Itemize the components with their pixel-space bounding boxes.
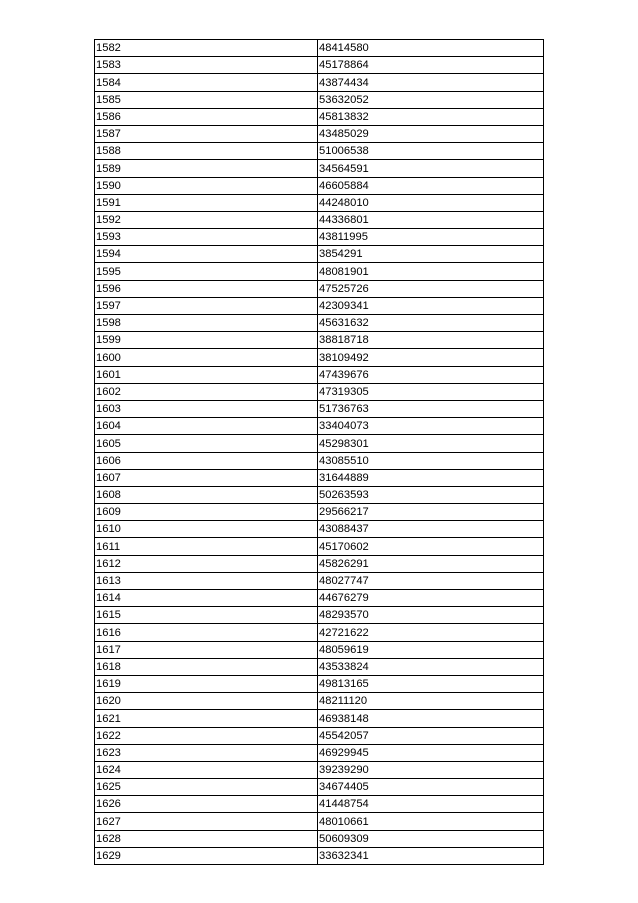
row-id-cell: 1596 bbox=[95, 280, 318, 297]
row-id-cell: 1602 bbox=[95, 383, 318, 400]
table-row bbox=[95, 332, 544, 349]
table-row bbox=[95, 229, 544, 246]
table-body bbox=[95, 40, 544, 865]
table-row bbox=[95, 555, 544, 572]
table-row bbox=[95, 796, 544, 813]
row-value-cell: 48293570 bbox=[318, 607, 544, 624]
row-id-cell: 1624 bbox=[95, 761, 318, 778]
row-value-cell: 38109492 bbox=[318, 349, 544, 366]
row-id-cell: 1583 bbox=[95, 57, 318, 74]
row-value-cell: 43088437 bbox=[318, 521, 544, 538]
table-row bbox=[95, 607, 544, 624]
row-value-cell: 42309341 bbox=[318, 297, 544, 314]
table-row bbox=[95, 315, 544, 332]
row-id-cell: 1606 bbox=[95, 452, 318, 469]
table-row bbox=[95, 744, 544, 761]
row-id-cell: 1608 bbox=[95, 486, 318, 503]
row-id-cell: 1593 bbox=[95, 229, 318, 246]
data-table bbox=[94, 39, 544, 865]
table-row bbox=[95, 91, 544, 108]
table-row bbox=[95, 194, 544, 211]
table-row bbox=[95, 847, 544, 864]
row-id-cell: 1586 bbox=[95, 108, 318, 125]
row-value-cell: 48010661 bbox=[318, 813, 544, 830]
table-row bbox=[95, 108, 544, 125]
table-row bbox=[95, 504, 544, 521]
row-id-cell: 1585 bbox=[95, 91, 318, 108]
row-value-cell: 46605884 bbox=[318, 177, 544, 194]
table-row bbox=[95, 125, 544, 142]
row-value-cell: 44248010 bbox=[318, 194, 544, 211]
row-id-cell: 1582 bbox=[95, 40, 318, 57]
row-id-cell: 1627 bbox=[95, 813, 318, 830]
row-value-cell: 41448754 bbox=[318, 796, 544, 813]
table-row bbox=[95, 727, 544, 744]
row-id-cell: 1605 bbox=[95, 435, 318, 452]
table-row bbox=[95, 400, 544, 417]
table-row bbox=[95, 641, 544, 658]
table-row bbox=[95, 572, 544, 589]
row-value-cell: 47319305 bbox=[318, 383, 544, 400]
row-value-cell: 45542057 bbox=[318, 727, 544, 744]
row-value-cell: 38818718 bbox=[318, 332, 544, 349]
row-value-cell: 48027747 bbox=[318, 572, 544, 589]
row-value-cell: 48211120 bbox=[318, 693, 544, 710]
table-row bbox=[95, 761, 544, 778]
row-value-cell: 45813832 bbox=[318, 108, 544, 125]
row-id-cell: 1614 bbox=[95, 590, 318, 607]
row-value-cell: 34674405 bbox=[318, 779, 544, 796]
row-id-cell: 1601 bbox=[95, 366, 318, 383]
row-id-cell: 1611 bbox=[95, 538, 318, 555]
row-value-cell: 3854291 bbox=[318, 246, 544, 263]
row-id-cell: 1618 bbox=[95, 658, 318, 675]
table-row bbox=[95, 624, 544, 641]
row-id-cell: 1620 bbox=[95, 693, 318, 710]
row-id-cell: 1590 bbox=[95, 177, 318, 194]
row-id-cell: 1621 bbox=[95, 710, 318, 727]
row-value-cell: 50263593 bbox=[318, 486, 544, 503]
row-value-cell: 44676279 bbox=[318, 590, 544, 607]
row-id-cell: 1595 bbox=[95, 263, 318, 280]
row-id-cell: 1617 bbox=[95, 641, 318, 658]
table-row bbox=[95, 435, 544, 452]
row-id-cell: 1591 bbox=[95, 194, 318, 211]
row-id-cell: 1625 bbox=[95, 779, 318, 796]
table-row bbox=[95, 521, 544, 538]
row-value-cell: 44336801 bbox=[318, 211, 544, 228]
table-row bbox=[95, 57, 544, 74]
row-id-cell: 1604 bbox=[95, 418, 318, 435]
row-id-cell: 1622 bbox=[95, 727, 318, 744]
table-row bbox=[95, 469, 544, 486]
row-id-cell: 1589 bbox=[95, 160, 318, 177]
row-value-cell: 51006538 bbox=[318, 143, 544, 160]
row-id-cell: 1599 bbox=[95, 332, 318, 349]
row-value-cell: 45178864 bbox=[318, 57, 544, 74]
table-row bbox=[95, 366, 544, 383]
table-row bbox=[95, 675, 544, 692]
table-row bbox=[95, 710, 544, 727]
row-id-cell: 1587 bbox=[95, 125, 318, 142]
table-row bbox=[95, 246, 544, 263]
row-value-cell: 53632052 bbox=[318, 91, 544, 108]
row-value-cell: 43533824 bbox=[318, 658, 544, 675]
row-id-cell: 1607 bbox=[95, 469, 318, 486]
row-value-cell: 29566217 bbox=[318, 504, 544, 521]
table-row bbox=[95, 280, 544, 297]
row-id-cell: 1597 bbox=[95, 297, 318, 314]
row-value-cell: 43874434 bbox=[318, 74, 544, 91]
table-row bbox=[95, 74, 544, 91]
row-value-cell: 43811995 bbox=[318, 229, 544, 246]
row-id-cell: 1598 bbox=[95, 315, 318, 332]
row-id-cell: 1628 bbox=[95, 830, 318, 847]
row-value-cell: 51736763 bbox=[318, 400, 544, 417]
row-value-cell: 48081901 bbox=[318, 263, 544, 280]
row-id-cell: 1626 bbox=[95, 796, 318, 813]
row-value-cell: 39239290 bbox=[318, 761, 544, 778]
row-value-cell: 45631632 bbox=[318, 315, 544, 332]
row-value-cell: 45826291 bbox=[318, 555, 544, 572]
row-id-cell: 1610 bbox=[95, 521, 318, 538]
row-id-cell: 1613 bbox=[95, 572, 318, 589]
row-id-cell: 1600 bbox=[95, 349, 318, 366]
table-row bbox=[95, 486, 544, 503]
table-row bbox=[95, 813, 544, 830]
table-row bbox=[95, 160, 544, 177]
row-value-cell: 46938148 bbox=[318, 710, 544, 727]
row-id-cell: 1612 bbox=[95, 555, 318, 572]
row-value-cell: 46929945 bbox=[318, 744, 544, 761]
row-value-cell: 48059619 bbox=[318, 641, 544, 658]
row-value-cell: 45298301 bbox=[318, 435, 544, 452]
table-row bbox=[95, 263, 544, 280]
row-value-cell: 47525726 bbox=[318, 280, 544, 297]
row-value-cell: 49813165 bbox=[318, 675, 544, 692]
table-row bbox=[95, 830, 544, 847]
table-row bbox=[95, 658, 544, 675]
row-value-cell: 48414580 bbox=[318, 40, 544, 57]
table-row bbox=[95, 452, 544, 469]
row-id-cell: 1592 bbox=[95, 211, 318, 228]
table-row bbox=[95, 383, 544, 400]
row-value-cell: 31644889 bbox=[318, 469, 544, 486]
table-row bbox=[95, 297, 544, 314]
table-row bbox=[95, 693, 544, 710]
table-row bbox=[95, 779, 544, 796]
table-row bbox=[95, 590, 544, 607]
row-id-cell: 1619 bbox=[95, 675, 318, 692]
row-id-cell: 1629 bbox=[95, 847, 318, 864]
row-id-cell: 1603 bbox=[95, 400, 318, 417]
row-value-cell: 33404073 bbox=[318, 418, 544, 435]
row-value-cell: 43085510 bbox=[318, 452, 544, 469]
row-value-cell: 42721622 bbox=[318, 624, 544, 641]
row-value-cell: 47439676 bbox=[318, 366, 544, 383]
row-id-cell: 1615 bbox=[95, 607, 318, 624]
row-value-cell: 43485029 bbox=[318, 125, 544, 142]
row-value-cell: 33632341 bbox=[318, 847, 544, 864]
row-id-cell: 1594 bbox=[95, 246, 318, 263]
row-value-cell: 50609309 bbox=[318, 830, 544, 847]
row-value-cell: 45170602 bbox=[318, 538, 544, 555]
table-row bbox=[95, 418, 544, 435]
table-row bbox=[95, 40, 544, 57]
row-id-cell: 1584 bbox=[95, 74, 318, 91]
table-row bbox=[95, 538, 544, 555]
table-row bbox=[95, 349, 544, 366]
row-id-cell: 1609 bbox=[95, 504, 318, 521]
row-value-cell: 34564591 bbox=[318, 160, 544, 177]
table-row bbox=[95, 143, 544, 160]
row-id-cell: 1623 bbox=[95, 744, 318, 761]
table-row bbox=[95, 211, 544, 228]
table-row bbox=[95, 177, 544, 194]
row-id-cell: 1616 bbox=[95, 624, 318, 641]
row-id-cell: 1588 bbox=[95, 143, 318, 160]
